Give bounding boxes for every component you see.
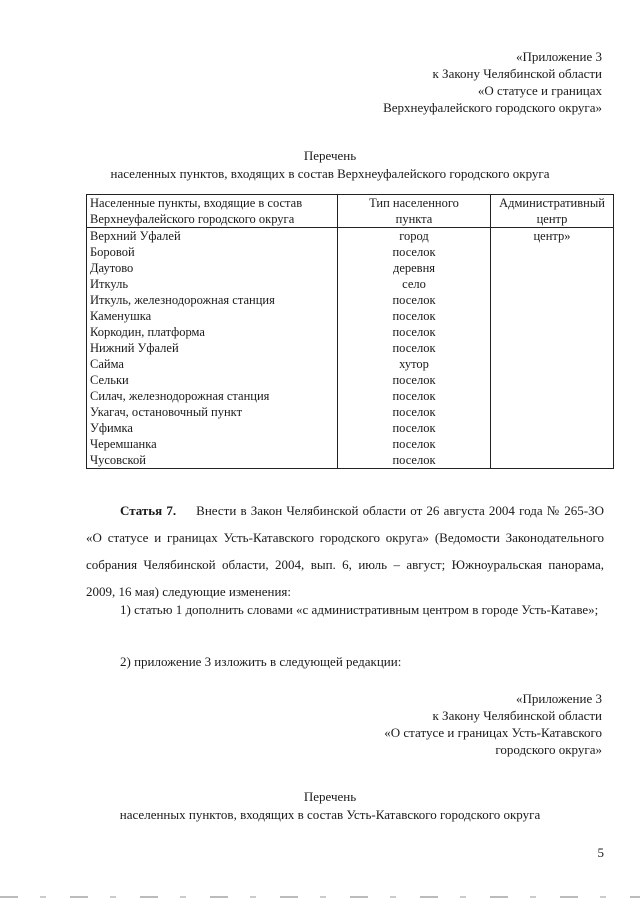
table-row [87, 356, 614, 372]
article-paragraph [86, 497, 604, 605]
appendix-header-top [383, 48, 602, 116]
cell-settlement-name: Боровой [87, 244, 338, 260]
appendix-header-bottom [384, 690, 602, 758]
cell-settlement-name: Иткуль [87, 276, 338, 292]
header-type [338, 195, 491, 228]
cell-settlement-type: поселок [338, 324, 491, 340]
table-row [87, 228, 614, 245]
page-number: 5 [597, 845, 604, 860]
cell-settlement-name: Нижний Уфалей [87, 340, 338, 356]
cell-settlement-name: Сельки [87, 372, 338, 388]
cell-settlement-type: поселок [338, 372, 491, 388]
cell-settlement-type: поселок [338, 404, 491, 420]
cell-settlement-name: Укагач, остановочный пункт [87, 404, 338, 420]
table-row [87, 436, 614, 452]
cell-admin-center: центр» [491, 228, 614, 245]
cell-admin-center [491, 436, 614, 452]
cell-settlement-name: Чусовской [87, 452, 338, 469]
appendix-line: «О статусе и границах Усть-Катавского [384, 725, 602, 740]
table-row [87, 452, 614, 469]
cell-admin-center [491, 420, 614, 436]
cell-settlement-name: Силач, железнодорожная станция [87, 388, 338, 404]
cell-admin-center [491, 452, 614, 469]
table-row [87, 420, 614, 436]
table-row [87, 292, 614, 308]
table-header-row [87, 195, 614, 228]
cell-settlement-name: Уфимка [87, 420, 338, 436]
header-line: Тип населенного [369, 196, 459, 210]
cell-admin-center [491, 244, 614, 260]
cell-settlement-type: поселок [338, 420, 491, 436]
cell-settlement-type: поселок [338, 292, 491, 308]
article-text: Внести в Закон Челябинской области от 26 августа 2004 года № 265-ЗО «О статусе и границах Усть-Катавского городского округа» (Ведомости Законодательного собрания Челябинской области, 2004, вып. 6, июль – август; Южноуральская панорама, 2009, 16 мая) следующие изменения: [86, 503, 605, 599]
cell-settlement-name: Каменушка [87, 308, 338, 324]
appendix-line: городского округа» [495, 742, 602, 757]
amendment-item-2: 2) приложение 3 изложить в следующей редакции: [120, 654, 402, 669]
header-line: центр [536, 212, 568, 226]
appendix-line: к Закону Челябинской области [432, 708, 602, 723]
header-line: Верхнеуфалейского городского округа [90, 212, 295, 226]
cell-settlement-name: Иткуль, железнодорожная станция [87, 292, 338, 308]
header-admin-center [491, 195, 614, 228]
table-row [87, 260, 614, 276]
cell-settlement-type: хутор [338, 356, 491, 372]
cell-settlement-type: поселок [338, 340, 491, 356]
cell-settlement-type: поселок [338, 308, 491, 324]
cell-settlement-type: поселок [338, 388, 491, 404]
appendix-line: «Приложение 3 [515, 691, 602, 706]
cell-admin-center [491, 324, 614, 340]
cell-admin-center [491, 372, 614, 388]
cell-admin-center [491, 292, 614, 308]
cell-settlement-type: поселок [338, 436, 491, 452]
table-row [87, 276, 614, 292]
table-row [87, 244, 614, 260]
list-heading: Перечень [303, 789, 357, 804]
table-row [87, 308, 614, 324]
header-settlements [87, 195, 338, 228]
cell-settlement-type: поселок [338, 452, 491, 469]
cell-admin-center [491, 388, 614, 404]
cell-admin-center [491, 260, 614, 276]
header-line: Административный [499, 196, 605, 210]
cell-admin-center [491, 404, 614, 420]
cell-admin-center [491, 276, 614, 292]
article-label: Статья 7. [120, 503, 177, 518]
cell-settlement-name: Черемшанка [87, 436, 338, 452]
header-line: Населенные пункты, входящие в состав [90, 196, 303, 210]
cell-settlement-name: Сайма [87, 356, 338, 372]
cell-settlement-type: село [338, 276, 491, 292]
list-title-bottom [70, 788, 590, 824]
appendix-line: Верхнеуфалейского городского округа» [383, 100, 602, 115]
table-row [87, 324, 614, 340]
cell-settlement-name: Верхний Уфалей [87, 228, 338, 245]
cell-settlement-type: город [338, 228, 491, 245]
cell-settlement-name: Коркодин, платформа [87, 324, 338, 340]
table-row [87, 404, 614, 420]
appendix-line: «Приложение 3 [515, 49, 602, 64]
table-row [87, 372, 614, 388]
appendix-line: к Закону Челябинской области [432, 66, 602, 81]
table-body [87, 228, 614, 469]
cell-admin-center [491, 356, 614, 372]
cell-settlement-type: поселок [338, 244, 491, 260]
appendix-line: «О статусе и границах [477, 83, 602, 98]
list-subheading: населенных пунктов, входящих в состав Верхнеуфалейского городского округа [110, 166, 550, 181]
scan-edge-divider [0, 896, 640, 898]
list-heading: Перечень [303, 148, 357, 163]
table-row [87, 340, 614, 356]
list-subheading: населенных пунктов, входящих в состав Усть-Катавского городского округа [119, 807, 541, 822]
settlements-table [86, 194, 614, 469]
amendment-item-1: 1) статью 1 дополнить словами «с административным центром в городе Усть-Катаве»; [120, 602, 599, 617]
list-title-top [70, 147, 590, 183]
cell-admin-center [491, 308, 614, 324]
cell-admin-center [491, 340, 614, 356]
cell-settlement-name: Даутово [87, 260, 338, 276]
header-line: пункта [395, 212, 433, 226]
cell-settlement-type: деревня [338, 260, 491, 276]
table-row [87, 388, 614, 404]
